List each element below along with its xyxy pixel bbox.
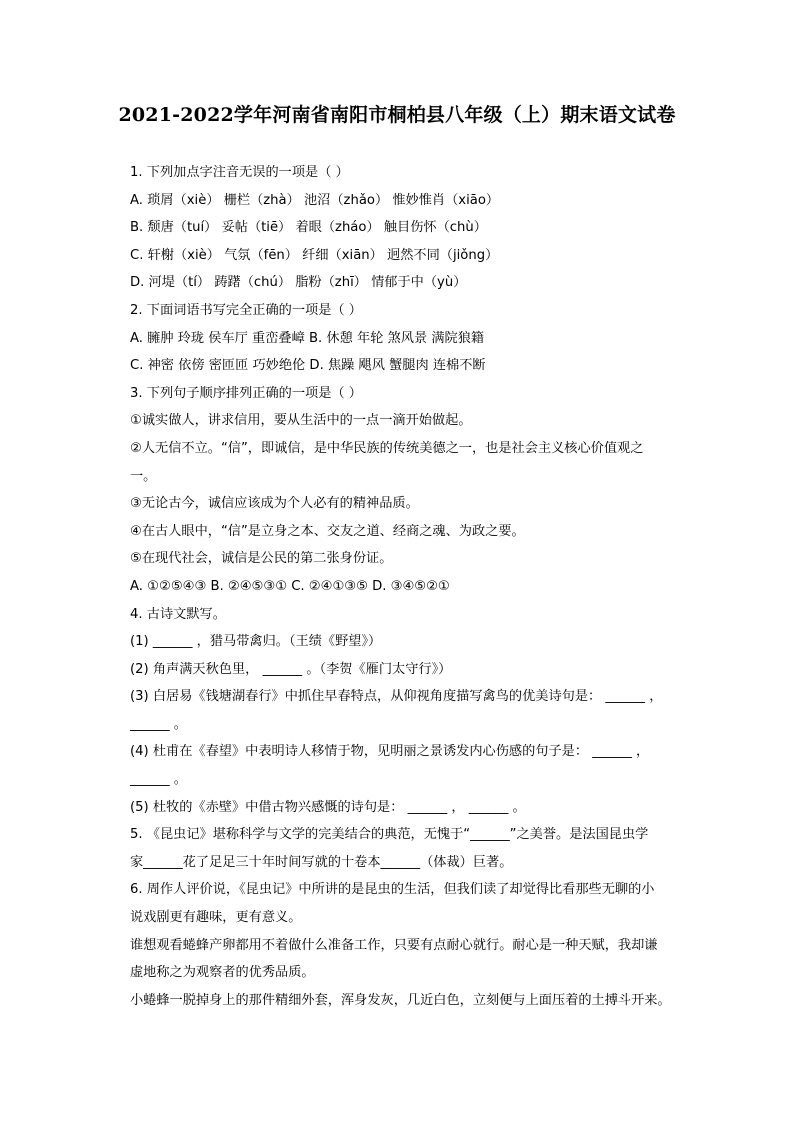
question-6-passage-1-cont: 虚地称之为观察者的优秀品质。 [130,965,315,981]
question-3-sentence-5: ⑤在现代社会，诚信是公民的第二张身份证。 [130,551,393,567]
question-4-item-4: (4) 杜甫在《春望》中表明诗人移情于物，见明丽之景诱发内心伤感的句子是： ______ ， [130,744,650,760]
question-6-passage-1: 谁想观看蜷蜂产卵都用不着做什么准备工作，只要有点耐心就行。耐心是一种天赋，我却谦 [130,937,658,953]
exam-content [130,159,710,1014]
question-6-passage-2: 小蜷蜂一脱掉身上的那件精细外套，浑身发灰，几近白色，立刻便与上面压着的土搏斗开来。 [130,992,671,1008]
question-1-option-b: B. 颓唐（tuí） 妥帖（tiē） 着眼（zháo） 触目伤怀（chù） [130,220,487,236]
question-3-sentence-3: ③无论古今，诚信应该成为个人必有的精神品质。 [130,496,419,512]
question-2-stem: 2. 下面词语书写完全正确的一项是（ ） [130,302,362,318]
question-6-stem-cont: 说戏剧更有趣味，更有意义。 [130,910,302,926]
exam-title: 2021-2022学年河南省南阳市桐柏县八年级（上）期末语文试卷 [118,104,676,126]
question-3-sentence-1: ①诚实做人，讲求信用，要从生活中的一点一滴开始做起。 [130,413,472,429]
question-4-item-3: (3) 白居易《钱塘湖春行》中抓住早春特点，从仰视角度描写禽鸟的优美诗句是： ______ ， [130,689,663,705]
question-1-option-a: A. 琐屑（xiè） 栅栏（zhà） 池沼（zhǎo） 惟妙惟肖（xiāo） [130,192,500,208]
question-4-item-2: (2) 角声满天秋色里， ______ 。（李贺《雁门太守行》） [130,661,452,677]
question-3-sentence-2: ②人无信不立。“信”，即诚信，是中华民族的传统美德之一，也是社会主义核心价值观之 [130,440,644,456]
question-3-options: A. ①②⑤④③ B. ②④⑤③① C. ②④①③⑤ D. ③④⑤②① [130,578,450,594]
question-3-sentence-2-cont: 一。 [130,468,157,484]
question-1-option-d: D. 河堤（tí） 踌躇（chú） 脂粉（zhī） 情郁于中（yù） [130,275,467,291]
question-4-item-4-cont: ______ 。 [130,772,187,788]
question-4-item-5: (5) 杜牧的《赤壁》中借古物兴感慨的诗句是： ______ ， ______ 。 [130,799,526,815]
question-6-stem: 6. 周作人评价说，《昆虫记》中所讲的是昆虫的生活，但我们读了却觉得比看那些无聊的小 [130,882,655,898]
question-1-option-c: C. 轩榭（xiè） 气氛（fēn） 纤细（xiān） 迥然不同（jiǒng） [130,247,499,263]
question-4-item-3-cont: ______ 。 [130,716,187,732]
question-3-stem: 3. 下列句子顺序排列正确的一项是（ ） [130,385,362,401]
question-5-stem: 5. 《昆虫记》堪称科学与文学的完美结合的典范，无愧于“______”之美誉。是法国昆虫学 [130,827,649,843]
question-3-sentence-4: ④在古人眼中，“信”是立身之本、交友之道、经商之魂、为政之要。 [130,523,525,539]
question-1-stem: 1. 下列加点字注音无误的一项是（ ） [130,165,349,180]
question-4-item-1: (1) ______ ，猎马带禽归。（王绩《野望》） [130,634,382,650]
question-4-stem: 4. 古诗文默写。 [130,606,226,622]
question-2-options-cd: C. 神密 依傍 密匝匝 巧妙绝伦 D. 焦躁 飓风 蟹腿肉 连棉不断 [130,358,486,374]
question-5-stem-cont: 家______花了足足三十年时间写就的十卷本______（体裁）巨著。 [130,854,513,870]
question-2-options-ab: A. 臃肿 玲珑 侯车厅 重峦叠嶂 B. 休憩 年轮 煞风景 满院狼籍 [130,330,485,346]
